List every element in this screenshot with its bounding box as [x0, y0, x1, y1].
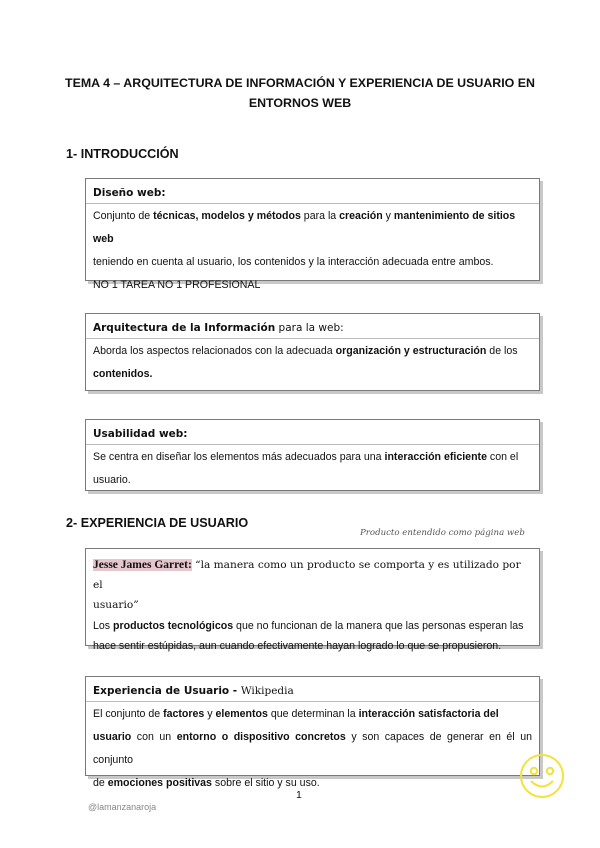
- text-span: que no funcionan de la manera que las personas esperan las: [233, 620, 524, 632]
- page-number: 1: [296, 789, 302, 801]
- box-experiencia-usuario: [85, 676, 540, 789]
- box-heading: Usabilidad web:: [86, 424, 539, 445]
- box-body: [93, 445, 532, 492]
- box-usabilidad-web: [85, 419, 540, 491]
- box-heading-suffix: para la web:: [275, 322, 344, 334]
- paragraph-line: NO 1 TAREA NO 1 PROFESIONAL: [93, 279, 261, 291]
- box-garret-quote: [85, 548, 540, 652]
- box-body: [93, 339, 532, 386]
- paragraph-line: hace sentir estúpidas, aun cuando efectivamente hayan logrado lo que se propusieron.: [93, 640, 502, 652]
- box-heading-suffix: Wikipedia: [240, 685, 294, 697]
- paragraph-line: teniendo en cuenta al usuario, los contenidos y la interacción adecuada entre ambos.: [93, 256, 494, 268]
- paragraph-line: usuario.: [93, 474, 131, 486]
- bold-span: productos tecnológicos: [113, 620, 234, 632]
- text-span: Aborda los aspectos relacionados con la adecuada: [93, 345, 336, 357]
- author-credit: @lamanzanaroja: [88, 802, 157, 812]
- bold-span: factores: [163, 708, 205, 720]
- quote-line: usuario”: [93, 599, 139, 611]
- handwritten-note: Producto entendido como página web: [360, 528, 525, 538]
- paragraph-line: [93, 726, 532, 772]
- text-span: y son capaces de generar en él un conjunto: [93, 731, 532, 766]
- title-line-2: ENTORNOS WEB: [248, 96, 352, 110]
- title-line-1: TEMA 4 – ARQUITECTURA DE INFORMACIÓN Y EXPERIENCIA DE USUARIO EN: [65, 76, 535, 90]
- text-span: de los: [486, 345, 518, 357]
- text-span: sobre el sitio y su uso.: [211, 777, 320, 789]
- bold-span: mantenimiento de sitios web: [93, 210, 516, 245]
- paragraph-line: [93, 703, 532, 726]
- smiley-icon: [518, 752, 566, 800]
- box-body: [93, 702, 532, 795]
- box-heading-bold: Experiencia de Usuario -: [93, 685, 241, 697]
- text-span: El conjunto de: [93, 708, 164, 720]
- text-span: Los: [93, 620, 114, 632]
- text-span: Conjunto de: [93, 210, 154, 222]
- bold-span: entorno o dispositivo concretos: [176, 731, 346, 743]
- bold-span: interacción eficiente: [384, 451, 487, 463]
- paragraph-line: [93, 363, 532, 386]
- bold-span: organización y estructuración: [335, 345, 487, 357]
- bold-span: creación: [339, 210, 383, 222]
- box-diseno-web: [85, 178, 540, 291]
- paragraph-line: [93, 446, 532, 469]
- bold-span: elementos: [215, 708, 268, 720]
- text-span: de: [93, 777, 108, 789]
- quote-line: [93, 555, 532, 595]
- text-span: y: [204, 708, 216, 720]
- box-body: [93, 615, 532, 656]
- paragraph-line: [93, 340, 532, 363]
- paragraph-line: [93, 616, 532, 636]
- text-span: Se centra en diseñar los elementos más adecuados para una: [93, 451, 385, 463]
- bold-span: emociones positivas: [107, 777, 212, 789]
- box-heading-bold: Arquitectura de la Información: [93, 322, 276, 334]
- box-arquitectura-informacion: [85, 313, 540, 391]
- text-span: que determinan la: [267, 708, 359, 720]
- box-heading: Diseño web:: [86, 183, 539, 204]
- bold-span: interacción satisfactoria del: [358, 708, 499, 720]
- section-heading-experiencia: 2- EXPERIENCIA DE USUARIO: [66, 516, 249, 530]
- bold-span: usuario: [93, 731, 132, 743]
- quote-text: “la manera como un producto se comporta y es utilizado por el: [93, 559, 521, 591]
- box-heading: [86, 318, 539, 339]
- text-span: con el: [486, 451, 519, 463]
- author-name: Jesse James Garret:: [93, 559, 192, 571]
- box-body: [93, 204, 532, 297]
- paragraph-line: [93, 205, 532, 251]
- document-title: [60, 73, 540, 113]
- bold-span: contenidos.: [93, 368, 153, 380]
- bold-span: técnicas, modelos y métodos: [153, 210, 301, 222]
- text-span: para la: [300, 210, 340, 222]
- box-heading: [86, 681, 539, 702]
- paragraph-line: [93, 772, 532, 795]
- text-span: y: [382, 210, 394, 222]
- section-heading-introduccion: 1- INTRODUCCIÓN: [66, 147, 179, 161]
- text-span: con un: [131, 731, 177, 743]
